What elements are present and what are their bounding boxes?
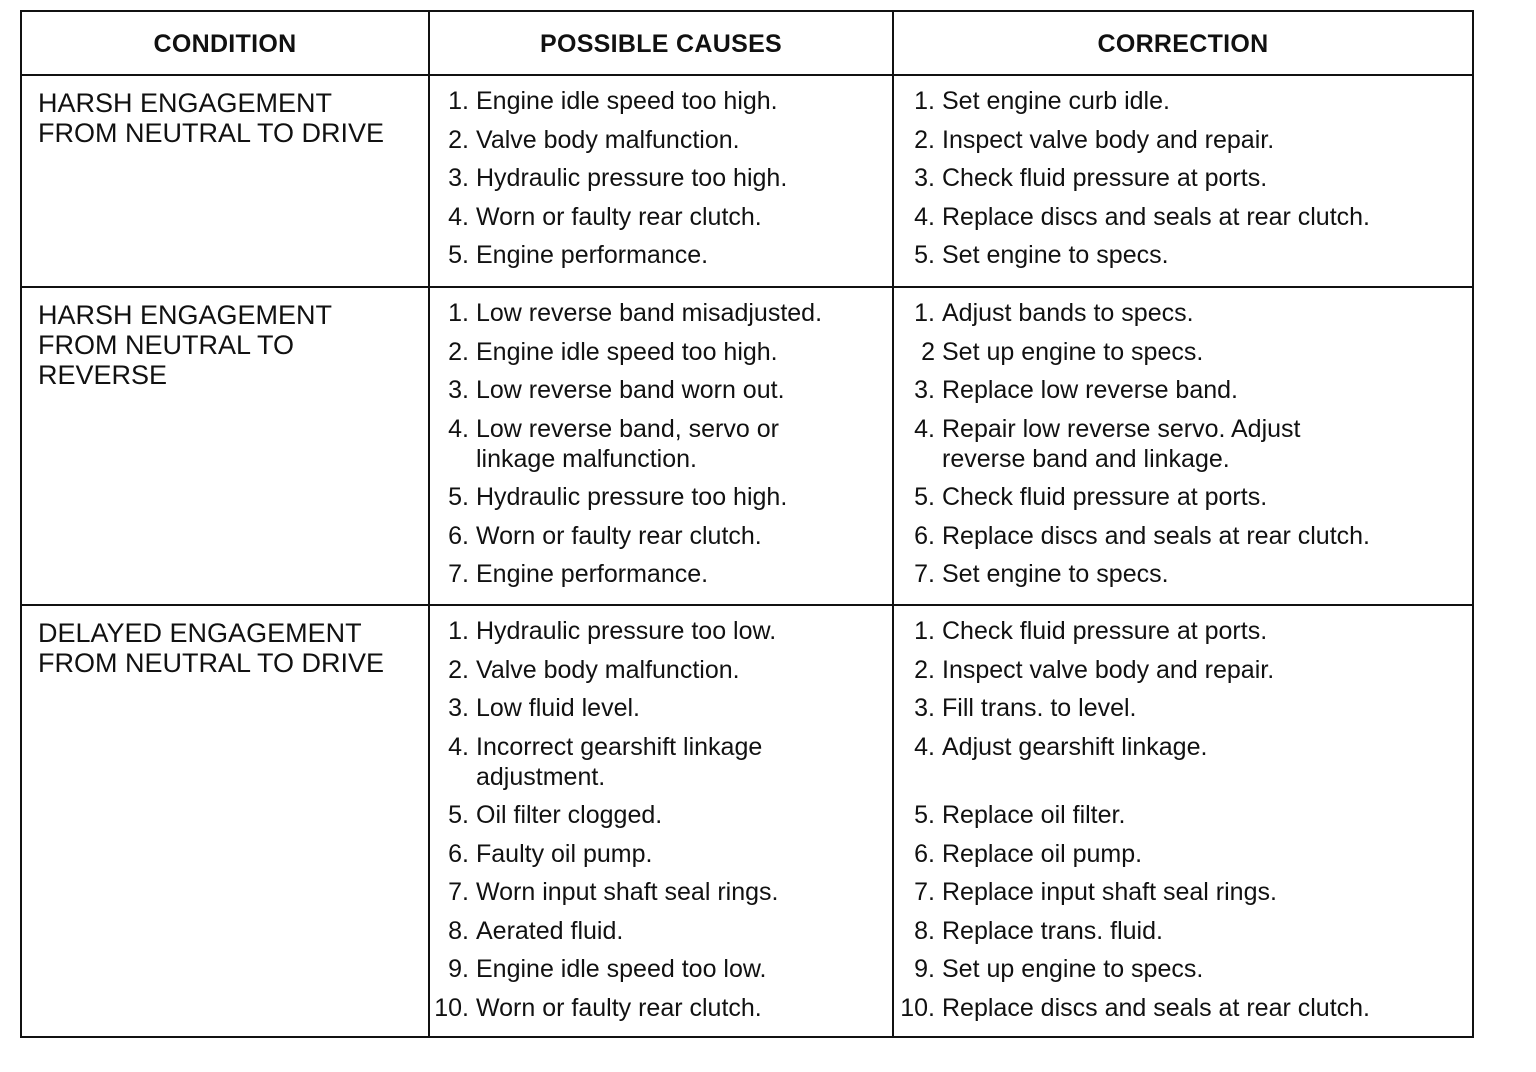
item-number: 2. xyxy=(914,655,935,684)
item-text xyxy=(942,202,1370,232)
item-number: 4. xyxy=(448,202,469,231)
cause-item xyxy=(432,559,708,589)
item-text xyxy=(942,163,1267,193)
item-text xyxy=(476,800,662,830)
item-text xyxy=(942,125,1274,155)
item-text xyxy=(942,655,1274,685)
item-text-line: Valve body malfunction. xyxy=(476,125,740,154)
item-number: 2 xyxy=(921,337,935,366)
correction-item xyxy=(898,616,1267,646)
item-text-line: Replace low reverse band. xyxy=(942,376,1238,404)
item-number: 6. xyxy=(914,839,935,868)
item-text xyxy=(942,521,1370,551)
condition-line: REVERSE xyxy=(38,360,168,390)
item-number: 2. xyxy=(448,125,469,154)
item-text-line: Low reverse band, servo or xyxy=(476,414,779,443)
item-number: 4. xyxy=(448,732,469,761)
item-text-line: Worn or faulty rear clutch. xyxy=(476,993,762,1022)
item-number: 1. xyxy=(448,617,469,645)
item-text-line: Set up engine to specs. xyxy=(942,337,1204,366)
correction-item xyxy=(898,800,1125,830)
cause-item xyxy=(432,993,762,1023)
item-text-line: Set engine to specs. xyxy=(942,241,1169,269)
correction-item xyxy=(898,993,1370,1023)
cause-item xyxy=(432,616,776,646)
item-text xyxy=(942,616,1267,646)
cause-item xyxy=(432,86,778,116)
item-text-line: Repair low reverse servo. Adjust xyxy=(942,414,1301,443)
item-number: 7. xyxy=(448,878,469,906)
item-text-line: Adjust bands to specs. xyxy=(942,299,1194,327)
item-text-line: Set engine curb idle. xyxy=(942,87,1170,115)
item-text-line: Replace input shaft seal rings. xyxy=(942,878,1277,906)
correction-item xyxy=(898,916,1163,946)
item-text-line: adjustment. xyxy=(476,762,606,791)
correction-item xyxy=(898,521,1370,551)
item-number: 9. xyxy=(914,955,935,983)
item-text-line: Check fluid pressure at ports. xyxy=(942,483,1268,511)
item-number: 3. xyxy=(914,376,935,404)
condition-cell xyxy=(38,618,384,678)
item-text-line: Replace trans. fluid. xyxy=(942,916,1163,945)
correction-item xyxy=(898,86,1170,116)
cause-item xyxy=(432,521,762,551)
item-text-line: Hydraulic pressure too low. xyxy=(476,617,777,645)
item-text-line: Inspect valve body and repair. xyxy=(942,655,1275,684)
item-text xyxy=(942,298,1194,328)
cause-item xyxy=(432,482,787,512)
item-text-line: Low reverse band worn out. xyxy=(476,376,785,404)
condition-cell xyxy=(38,88,384,148)
item-text-line: Incorrect gearshift linkage xyxy=(476,732,763,761)
item-number: 4. xyxy=(914,202,935,231)
item-number: 2. xyxy=(448,337,469,366)
cause-item xyxy=(432,202,762,232)
item-number: 4. xyxy=(914,732,935,761)
item-number: 5. xyxy=(448,801,469,829)
item-text-line: Adjust gearshift linkage. xyxy=(942,732,1208,761)
item-text-line: Engine idle speed too high. xyxy=(476,87,778,115)
item-number: 4. xyxy=(914,414,935,443)
item-number: 3. xyxy=(448,694,469,722)
cause-item xyxy=(432,916,623,946)
item-number: 1. xyxy=(448,299,469,327)
item-text xyxy=(476,655,740,685)
item-text xyxy=(476,163,787,193)
item-text xyxy=(476,375,785,405)
cause-item xyxy=(432,839,652,869)
item-text-line: Engine performance. xyxy=(476,560,709,588)
item-text-line: Oil filter clogged. xyxy=(476,801,663,829)
item-text xyxy=(942,732,1207,762)
item-text xyxy=(476,877,778,907)
item-text xyxy=(942,993,1370,1023)
correction-item xyxy=(898,954,1203,984)
correction-item xyxy=(898,298,1194,328)
item-text xyxy=(476,202,762,232)
item-text-line: Replace discs and seals at rear clutch. xyxy=(942,993,1370,1022)
condition-line: HARSH ENGAGEMENT xyxy=(38,88,333,118)
item-text xyxy=(942,916,1163,946)
correction-item xyxy=(898,202,1370,232)
item-text-line: Worn or faulty rear clutch. xyxy=(476,521,762,550)
item-text-line: Replace oil filter. xyxy=(942,801,1126,829)
item-text-line: Set engine to specs. xyxy=(942,560,1169,588)
correction-item xyxy=(898,877,1277,907)
item-text-line: Aerated fluid. xyxy=(476,916,624,945)
item-number: 10. xyxy=(900,993,935,1022)
item-number: 1. xyxy=(914,299,935,327)
item-number: 7. xyxy=(914,560,935,588)
item-text xyxy=(476,125,740,155)
item-number: 3. xyxy=(914,694,935,722)
cause-item xyxy=(432,337,778,367)
item-number: 3. xyxy=(914,164,935,192)
item-text-line: Worn or faulty rear clutch. xyxy=(476,202,762,231)
cause-item xyxy=(432,298,822,328)
item-text xyxy=(942,414,1300,474)
item-text xyxy=(476,240,708,270)
correction-item xyxy=(898,839,1142,869)
item-text xyxy=(476,916,623,946)
item-text xyxy=(476,482,787,512)
item-text-line: Engine performance. xyxy=(476,241,709,269)
item-text xyxy=(476,414,779,474)
cause-item xyxy=(432,375,785,405)
header-condition: CONDITION xyxy=(153,29,297,58)
item-text xyxy=(476,954,767,984)
item-number: 9. xyxy=(448,955,469,983)
item-number: 5. xyxy=(914,241,935,269)
item-text xyxy=(476,521,762,551)
row-divider xyxy=(22,286,1472,288)
item-number: 8. xyxy=(448,916,469,945)
item-text xyxy=(476,86,778,116)
item-text xyxy=(476,559,708,589)
item-text xyxy=(942,800,1125,830)
item-text xyxy=(942,954,1203,984)
item-text-line: Fill trans. to level. xyxy=(942,694,1137,722)
item-text xyxy=(476,993,762,1023)
item-text-line: Worn input shaft seal rings. xyxy=(476,878,779,906)
item-text-line: Replace discs and seals at rear clutch. xyxy=(942,202,1370,231)
item-number: 1. xyxy=(448,87,469,115)
item-text xyxy=(476,839,652,869)
item-number: 7. xyxy=(914,878,935,906)
cause-item xyxy=(432,414,779,474)
condition-line: HARSH ENGAGEMENT xyxy=(38,300,333,330)
column-divider xyxy=(892,12,894,1036)
item-text xyxy=(942,877,1277,907)
item-number: 5. xyxy=(448,241,469,269)
item-text xyxy=(476,616,776,646)
column-divider xyxy=(428,12,430,1036)
item-text-line: Set up engine to specs. xyxy=(942,955,1204,983)
item-text xyxy=(942,693,1137,723)
item-text-line: Faulty oil pump. xyxy=(476,839,653,868)
item-number: 5. xyxy=(448,483,469,511)
header-correction: CORRECTION xyxy=(1097,29,1269,58)
item-text xyxy=(476,693,640,723)
correction-item xyxy=(898,732,1207,762)
item-number: 5. xyxy=(914,801,935,829)
item-text-line: Check fluid pressure at ports. xyxy=(942,164,1268,192)
item-text xyxy=(942,375,1238,405)
item-text xyxy=(942,839,1142,869)
item-text xyxy=(476,298,822,328)
row-divider xyxy=(22,604,1472,606)
header-possible-causes: POSSIBLE CAUSES xyxy=(539,29,783,58)
item-number: 8. xyxy=(914,916,935,945)
correction-item xyxy=(898,375,1238,405)
item-number: 6. xyxy=(448,521,469,550)
correction-item xyxy=(898,655,1274,685)
item-number: 1. xyxy=(914,87,935,115)
item-text-line: Low reverse band misadjusted. xyxy=(476,299,823,327)
item-text-line: Valve body malfunction. xyxy=(476,655,740,684)
item-text xyxy=(476,337,778,367)
condition-line: FROM NEUTRAL TO DRIVE xyxy=(38,648,385,678)
item-text xyxy=(942,559,1169,589)
condition-line: DELAYED ENGAGEMENT xyxy=(38,618,362,648)
item-text-line: Replace discs and seals at rear clutch. xyxy=(942,521,1370,550)
item-text-line: Check fluid pressure at ports. xyxy=(942,617,1268,645)
correction-item xyxy=(898,482,1267,512)
item-number: 10. xyxy=(434,993,469,1022)
correction-item xyxy=(898,337,1203,367)
correction-item xyxy=(898,559,1169,589)
item-number: 3. xyxy=(448,164,469,192)
item-text xyxy=(942,240,1169,270)
correction-item xyxy=(898,125,1274,155)
cause-item xyxy=(432,693,640,723)
item-text-line: Low fluid level. xyxy=(476,694,640,722)
item-text-line: Hydraulic pressure too high. xyxy=(476,164,788,192)
item-number: 2. xyxy=(448,655,469,684)
item-text xyxy=(942,482,1267,512)
item-text-line: Engine idle speed too low. xyxy=(476,955,767,983)
correction-item xyxy=(898,240,1169,270)
item-text-line: Engine idle speed too high. xyxy=(476,337,778,366)
cause-item xyxy=(432,240,708,270)
condition-line: FROM NEUTRAL TO DRIVE xyxy=(38,118,385,148)
condition-line: FROM NEUTRAL TO xyxy=(38,330,295,360)
item-text xyxy=(476,732,762,792)
item-text xyxy=(942,337,1203,367)
item-text-line: Hydraulic pressure too high. xyxy=(476,483,788,511)
correction-item xyxy=(898,693,1137,723)
cause-item xyxy=(432,877,778,907)
cause-item xyxy=(432,125,740,155)
condition-cell xyxy=(38,300,332,390)
cause-item xyxy=(432,800,662,830)
item-number: 5. xyxy=(914,483,935,511)
cause-item xyxy=(432,732,762,792)
item-number: 4. xyxy=(448,414,469,443)
item-number: 1. xyxy=(914,617,935,645)
cause-item xyxy=(432,954,767,984)
item-text-line: reverse band and linkage. xyxy=(942,444,1230,473)
cause-item xyxy=(432,655,740,685)
cause-item xyxy=(432,163,787,193)
item-number: 3. xyxy=(448,376,469,404)
item-text-line: Replace oil pump. xyxy=(942,839,1143,868)
item-text xyxy=(942,86,1170,116)
item-number: 6. xyxy=(448,839,469,868)
item-text-line: Inspect valve body and repair. xyxy=(942,125,1275,154)
item-number: 7. xyxy=(448,560,469,588)
correction-item xyxy=(898,414,1300,474)
correction-item xyxy=(898,163,1267,193)
item-number: 2. xyxy=(914,125,935,154)
item-text-line: linkage malfunction. xyxy=(476,444,697,473)
troubleshooting-table xyxy=(20,10,1474,1038)
item-number: 6. xyxy=(914,521,935,550)
